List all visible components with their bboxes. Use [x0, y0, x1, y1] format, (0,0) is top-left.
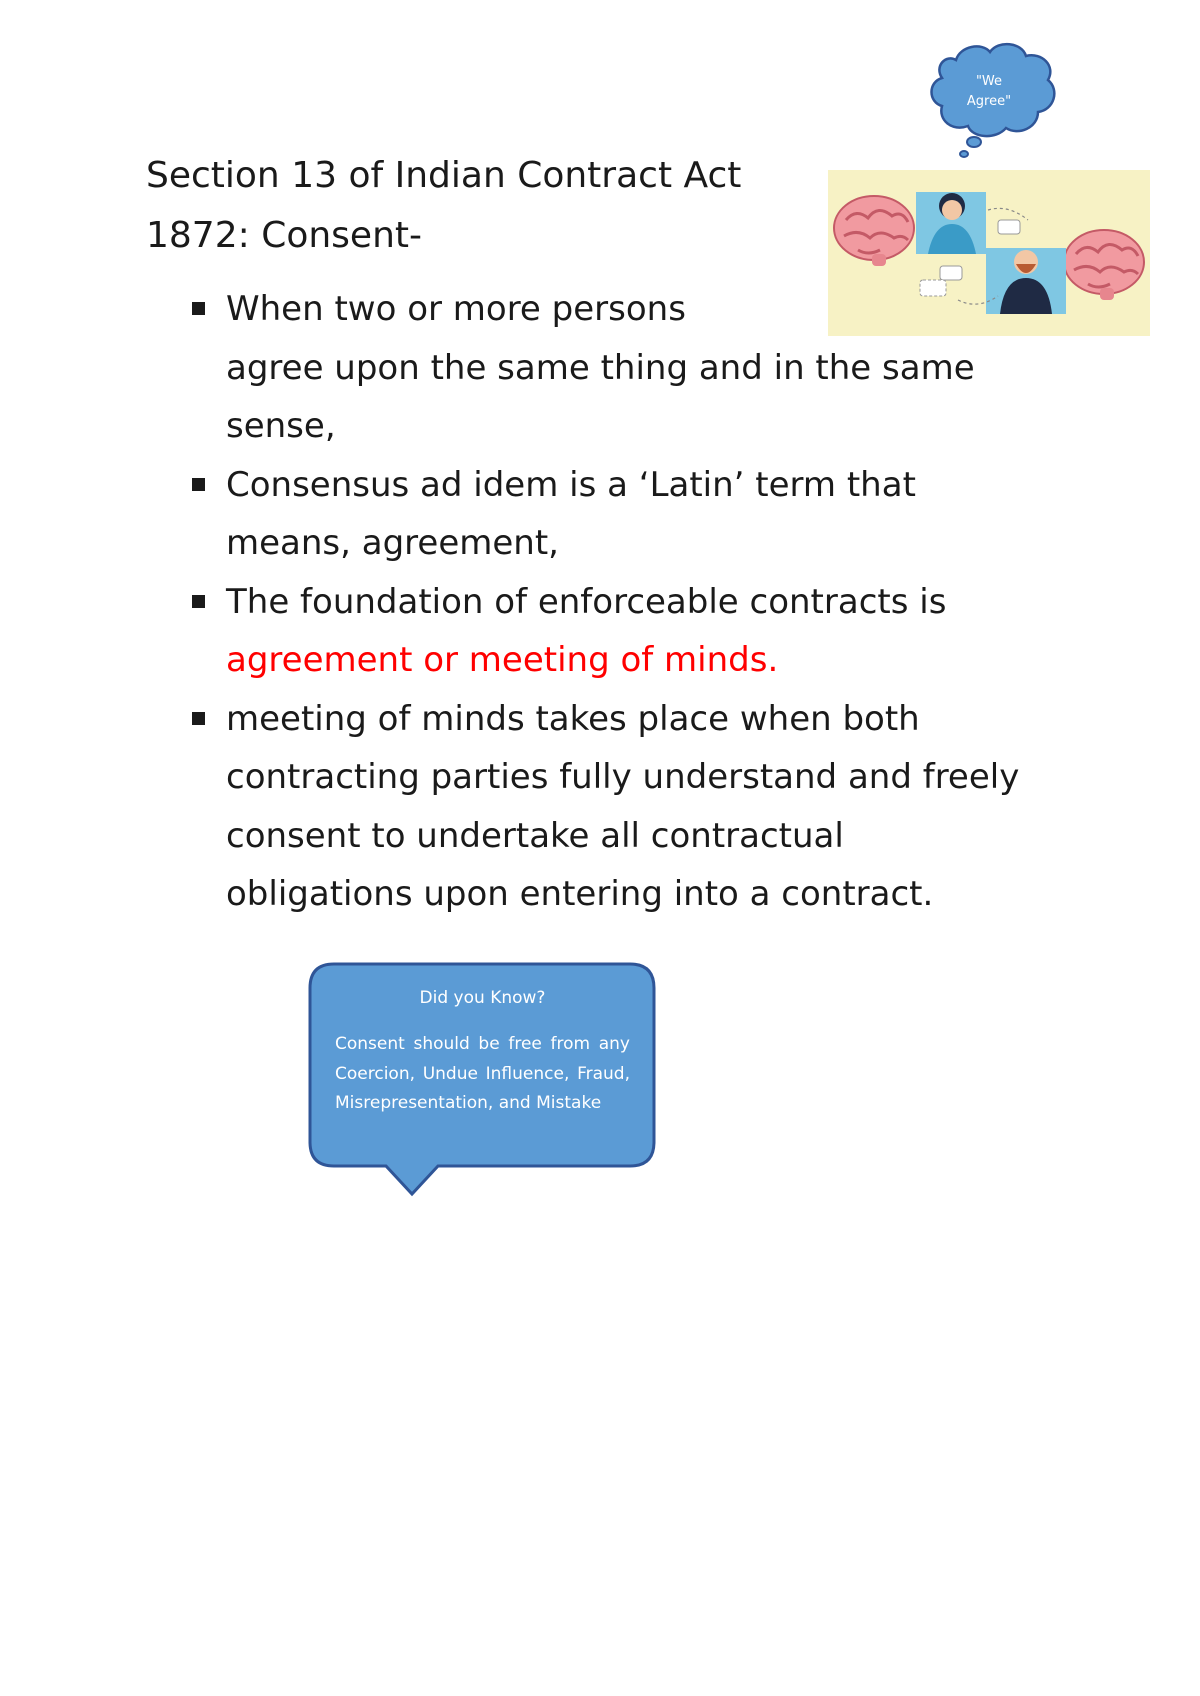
callout-title: Did you Know?: [419, 988, 546, 1008]
callout-body: Consent should be free from any Coercion, Undue Influence, Fraud, Misrepresentation, and Mistake: [335, 1034, 630, 1113]
bullet-item-4: [190, 690, 1090, 924]
bullet-1-line-1: When two or more persons: [226, 289, 686, 329]
square-bullet-icon: [192, 302, 205, 315]
thought-cloud-line-1: "We: [975, 74, 1003, 89]
bullet-item-2: [190, 456, 1090, 573]
bullet-1-line-3: sense,: [226, 406, 336, 446]
bullet-4-line-1: meeting of minds takes place when both: [226, 698, 920, 739]
square-bullet-icon: [192, 478, 205, 491]
bullet-3-line-1: The foundation of enforceable contracts is: [226, 581, 947, 622]
left-brain-icon: [834, 196, 914, 266]
square-bullet-icon: [192, 712, 205, 725]
bullet-2-line-2: means, agreement,: [226, 523, 559, 563]
bullet-4-line-4: obligations upon entering into a contract.: [226, 874, 934, 914]
bullet-2-line-1: Consensus ad idem is a ‘Latin’ term that: [226, 464, 916, 505]
section-heading-line-1: Section 13 of Indian Contract Act: [146, 155, 742, 196]
bullet-1-line-2: agree upon the same thing and in the same: [226, 347, 975, 388]
bullet-4-line-3: consent to undertake all contractual: [226, 815, 844, 856]
bullet-item-1: [190, 280, 1090, 456]
thought-cloud-line-2: Agree": [966, 94, 1012, 109]
bullet-4-line-2: contracting parties fully understand and freely: [226, 757, 1020, 797]
thought-cloud-text: [946, 72, 1032, 112]
bullet-list: [190, 280, 1090, 924]
woman-video-panel: [916, 192, 986, 254]
section-heading-line-2: 1872: Consent-: [146, 215, 422, 256]
bullet-item-3: [190, 573, 1090, 690]
section-heading: [146, 146, 786, 266]
square-bullet-icon: [192, 595, 205, 608]
bullet-3-highlight: agreement or meeting of minds.: [226, 640, 779, 680]
